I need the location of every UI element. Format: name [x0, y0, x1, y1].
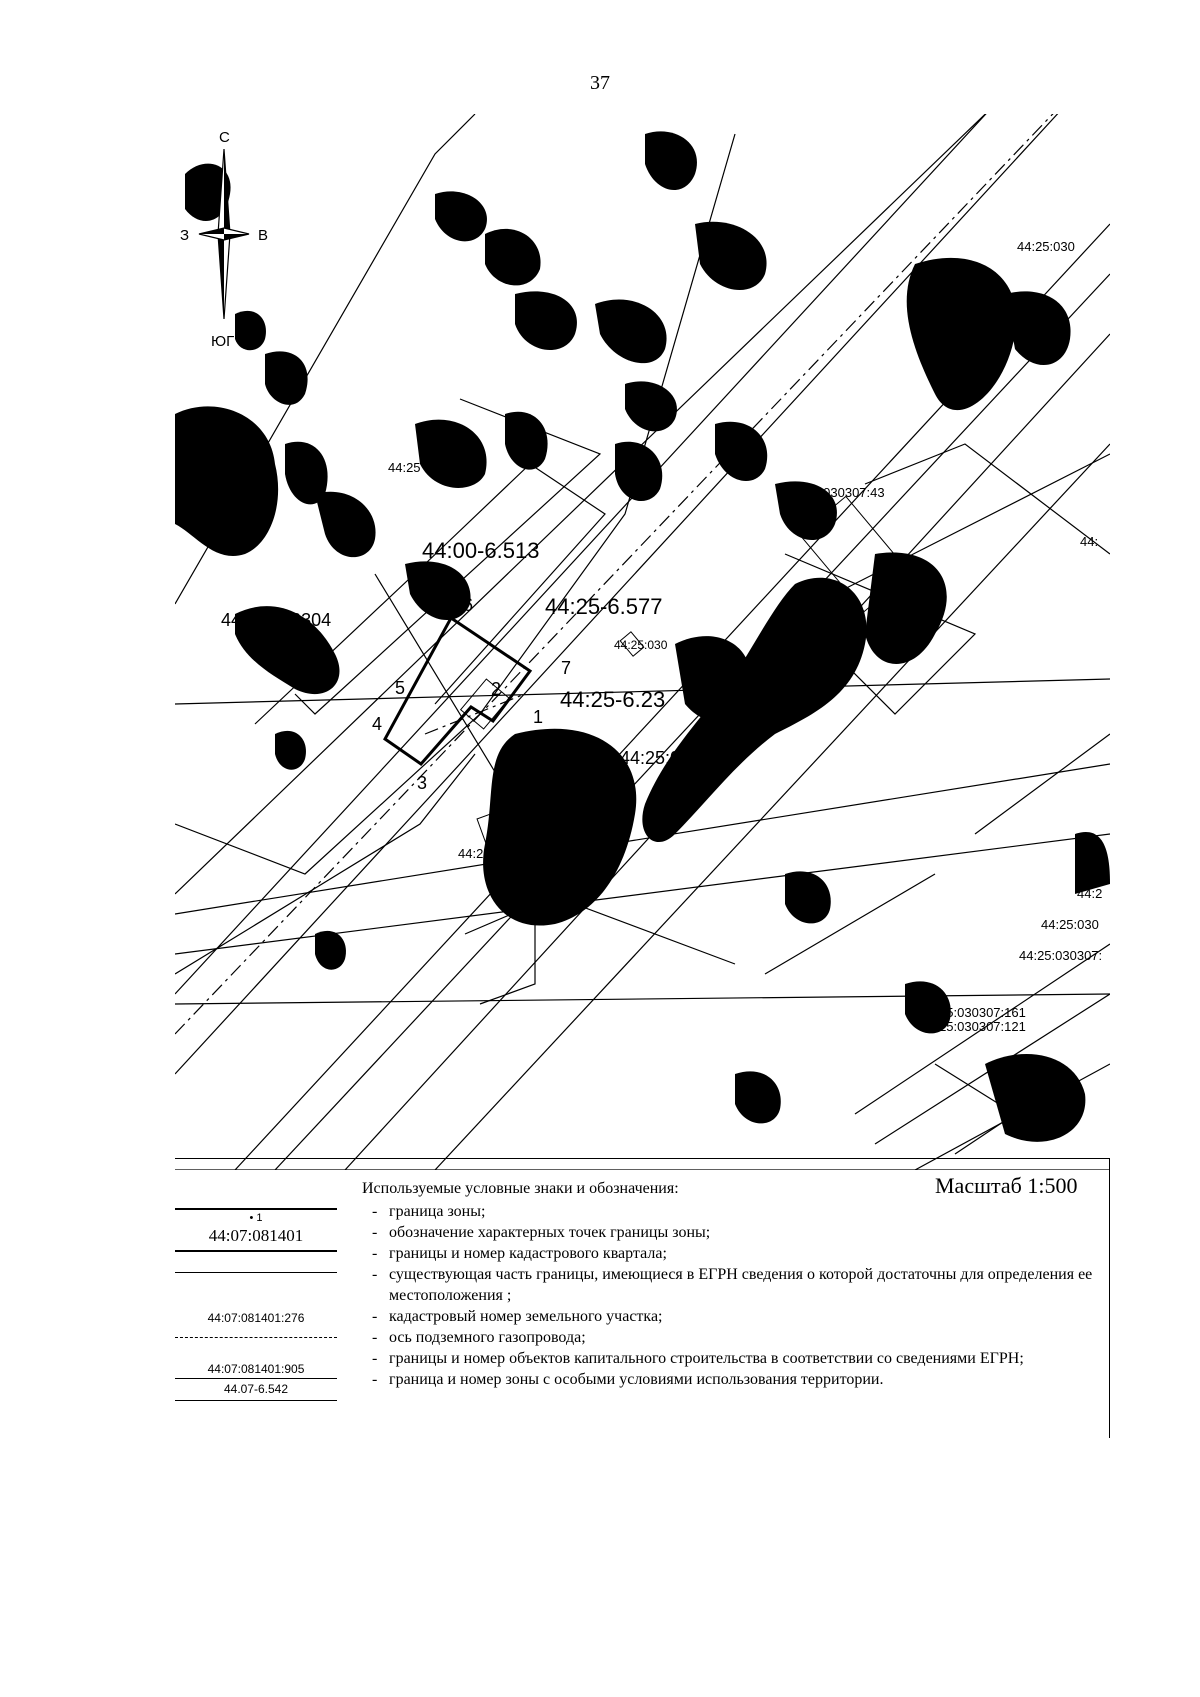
legend-sym-object-label: 44:07:081401:905 — [207, 1362, 305, 1376]
vegetation-areas — [175, 131, 1110, 1141]
gas-pipeline-axis — [175, 114, 1110, 1034]
legend-title: Используемые условные знаки и обозначения: — [362, 1180, 679, 1197]
parcel-label-121: 44:25:030307:121 — [921, 1019, 1026, 1034]
parcel-label-br1: 44:2 — [1077, 886, 1103, 901]
compass-south: ЮГ — [211, 333, 235, 350]
legend-sym-quarter-label: 44:07:081401 — [208, 1226, 304, 1245]
page-number: 37 — [590, 72, 610, 94]
legend-item: - существующая часть границы, имеющиеся в ЕГРН сведения о которой достаточны для определения ее местоположения ; — [372, 1266, 1093, 1304]
compass-east: В — [258, 227, 269, 244]
legend-item: - граница и номер зоны с особыми условиями использования территории. — [372, 1371, 884, 1388]
parcel-label-161: 44:25:030307:161 — [921, 1005, 1026, 1020]
zone-label-513[interactable]: 44:00-6.513 — [422, 538, 540, 563]
legend-sym-point-label: • 1 — [249, 1212, 263, 1224]
compass-west: З — [180, 227, 190, 244]
legend-item: - ось подземного газопровода; — [372, 1329, 586, 1346]
parcel-label-br3: 44:25:030307: — [1019, 948, 1103, 963]
legend-item: - кадастровый номер земельного участка; — [372, 1308, 663, 1325]
legend-items — [372, 1201, 1112, 1390]
map-canvas — [175, 114, 1110, 1170]
parcel-label-307: 44:25:030307 — [620, 748, 731, 768]
point-4: 4 — [372, 714, 383, 734]
point-3: 3 — [417, 773, 428, 793]
map-scale: Масштаб 1:500 — [935, 1173, 1078, 1198]
parcel-label-small-030: 44:25:030 — [614, 638, 668, 652]
zone-label-23[interactable]: 44:25-6.23 — [560, 687, 666, 712]
zone-label-577[interactable]: 44:25-6.577 — [545, 594, 663, 619]
parcel-label-43: 44:25:030307:43 — [787, 485, 885, 500]
parcel-label-304: 44:25:030304 — [221, 610, 332, 630]
legend-item: - обозначение характерных точек границы зоны; — [372, 1224, 711, 1241]
legend-item: - границы и номер объектов капитального строительства в соответствии со сведениями ЕГРН; — [372, 1350, 1024, 1367]
parcel-label-mid-left: 44:25 — [388, 460, 421, 475]
legend-sym-parcel-label: 44:07:081401:276 — [207, 1311, 305, 1325]
parcel-label-right-edge: 44: — [1080, 534, 1099, 549]
point-1: 1 — [533, 707, 544, 727]
legend-sym-zone-label: 44.07-6.542 — [223, 1382, 289, 1396]
point-6: 6 — [463, 595, 474, 615]
parcel-label-top-right: 44:25:030 — [1017, 239, 1075, 254]
point-2: 2 — [491, 679, 502, 699]
point-5: 5 — [395, 678, 406, 698]
compass-north: С — [219, 129, 230, 146]
point-7: 7 — [561, 658, 572, 678]
legend-item: - граница зоны; — [372, 1203, 486, 1220]
map-bottom-border — [175, 1158, 1110, 1159]
parcel-label-br2: 44:25:030 — [1041, 917, 1099, 932]
legend-item: - границы и номер кадастрового квартала; — [372, 1245, 667, 1262]
parcel-label-bottom-030: 44:25:03030 — [458, 846, 531, 861]
cadastral-map[interactable] — [175, 114, 1110, 1170]
